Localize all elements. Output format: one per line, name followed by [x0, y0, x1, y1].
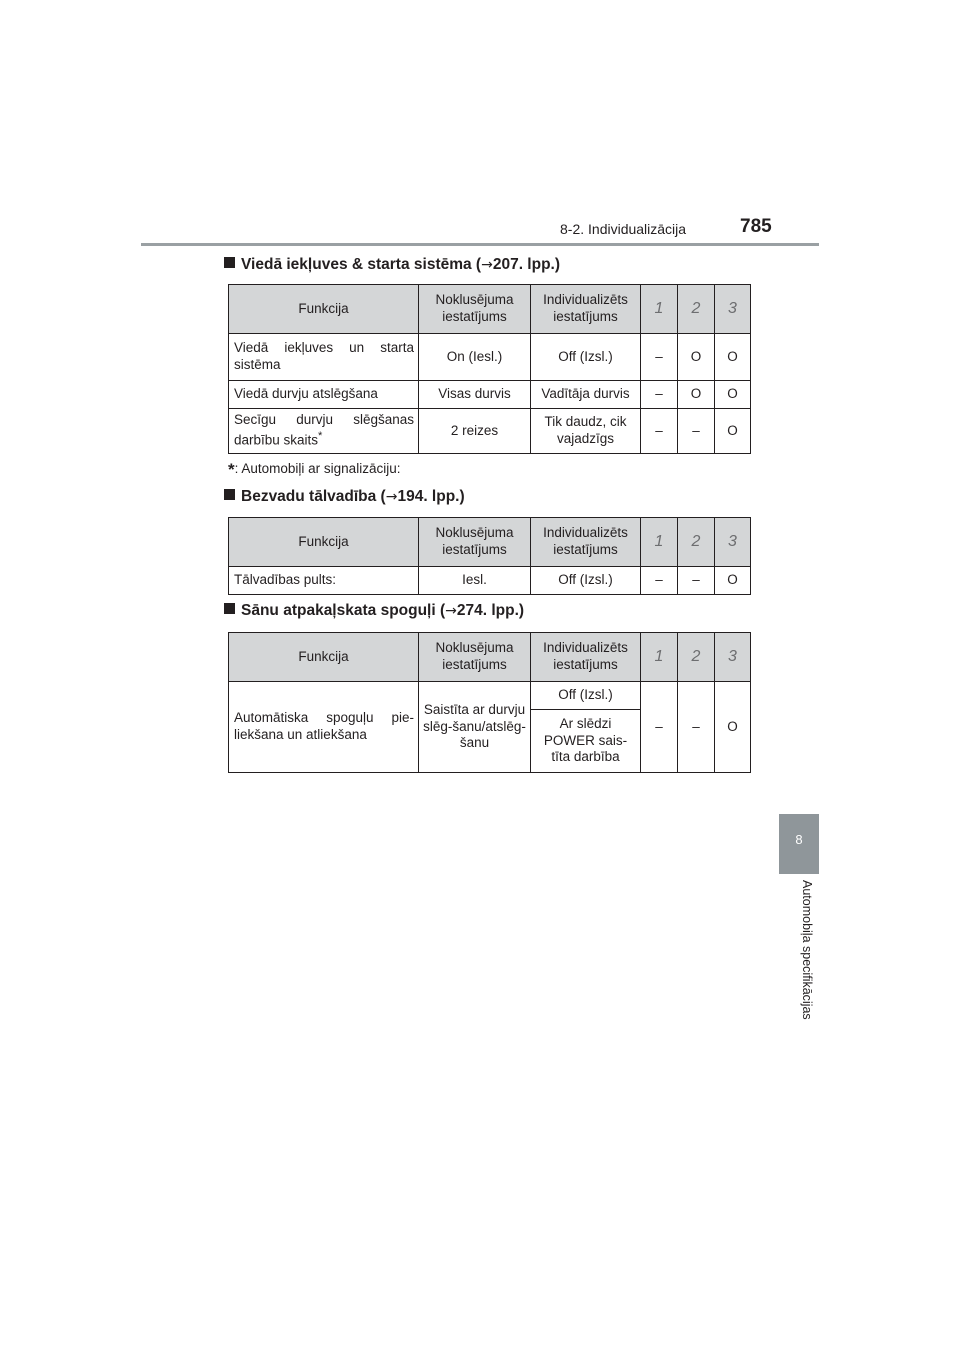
method-1-cell: –	[641, 567, 678, 595]
page-reference: 207. lpp.)	[492, 256, 561, 273]
method-3-cell: O	[715, 381, 751, 409]
circled-number-icon: 1	[654, 533, 664, 550]
circled-number-icon: 1	[654, 300, 664, 317]
table-row	[229, 682, 751, 710]
col-header-method-1	[641, 633, 678, 682]
function-cell: Viedā durvju atslēgšana	[229, 381, 419, 409]
settings-table-mirrors	[228, 632, 751, 773]
method-1-cell: –	[641, 381, 678, 409]
function-cell: Automātiska spoguļu pie-liekšana un atliekšana	[229, 682, 419, 773]
square-bullet-icon	[224, 603, 235, 614]
page-reference: 194. lpp.)	[397, 488, 465, 505]
method-1-cell: –	[641, 334, 678, 381]
method-2-cell: –	[678, 682, 715, 773]
table-row	[229, 567, 751, 595]
footnote-text: : Automobiļi ar signalizāciju:	[234, 461, 401, 476]
method-1-cell: –	[641, 682, 678, 773]
custom-cell: Ar slēdzi POWER sais-tīta darbība	[531, 710, 641, 773]
col-header-method-1	[641, 518, 678, 567]
col-header-method-2	[678, 633, 715, 682]
method-3-cell: O	[715, 409, 751, 454]
square-bullet-icon	[224, 257, 235, 268]
col-header-default: Noklusējuma iestatījums	[419, 285, 531, 334]
custom-cell: Off (Izsl.)	[531, 334, 641, 381]
method-3-cell: O	[715, 682, 751, 773]
table-row	[229, 409, 751, 454]
circled-number-icon: 2	[691, 648, 701, 665]
arrow-right-icon: →	[385, 489, 398, 505]
custom-cell: Off (Izsl.)	[531, 682, 641, 710]
page-reference: 274. lpp.)	[456, 602, 525, 619]
function-cell: Tālvadības pults:	[229, 567, 419, 595]
col-header-function: Funkcija	[229, 518, 419, 567]
chapter-label: Automobiļa specifikācijas	[800, 880, 814, 1020]
default-cell: 2 reizes	[419, 409, 531, 454]
section-heading-mirrors	[224, 602, 524, 620]
circled-number-icon: 2	[691, 300, 701, 317]
col-header-method-3	[715, 633, 751, 682]
default-cell: On (Iesl.)	[419, 334, 531, 381]
custom-cell: Tik daudz, cik vajadzīgs	[531, 409, 641, 454]
method-1-cell: –	[641, 409, 678, 454]
col-header-function: Funkcija	[229, 285, 419, 334]
table-header-row	[229, 285, 751, 334]
col-header-custom: Individualizēts iestatījums	[531, 285, 641, 334]
section-heading-remote	[224, 488, 465, 506]
function-text: Secīgu durvju slēgšanas darbību skaits	[234, 412, 414, 448]
table-header-row	[229, 633, 751, 682]
custom-cell: Off (Izsl.)	[531, 567, 641, 595]
footnote-star: *	[228, 460, 235, 479]
table-row	[229, 334, 751, 381]
col-header-method-3	[715, 518, 751, 567]
circled-number-icon: 1	[654, 648, 664, 665]
col-header-method-1	[641, 285, 678, 334]
method-2-cell: O	[678, 381, 715, 409]
chapter-tab	[779, 814, 819, 874]
method-3-cell: O	[715, 567, 751, 595]
col-header-default: Noklusējuma iestatījums	[419, 518, 531, 567]
chapter-number: 8	[795, 832, 803, 847]
circled-number-icon: 3	[728, 648, 737, 665]
custom-cell: Vadītāja durvis	[531, 381, 641, 409]
col-header-default: Noklusējuma iestatījums	[419, 633, 531, 682]
circled-number-icon: 3	[728, 533, 737, 550]
default-cell: Visas durvis	[419, 381, 531, 409]
section-title: 8-2. Individualizācija	[560, 221, 687, 237]
col-header-method-2	[678, 518, 715, 567]
circled-number-icon: 3	[728, 300, 737, 317]
settings-table-smart-entry	[228, 284, 751, 454]
square-bullet-icon	[224, 489, 235, 500]
method-2-cell: –	[678, 409, 715, 454]
default-cell: Saistīta ar durvju slēg-šanu/atslēg-šanu	[419, 682, 531, 773]
footnote-marker: *	[318, 430, 323, 443]
arrow-right-icon: →	[481, 257, 493, 273]
method-2-cell: –	[678, 567, 715, 595]
method-2-cell: O	[678, 334, 715, 381]
footnote	[228, 460, 400, 480]
default-cell: Iesl.	[419, 567, 531, 595]
table-header-row	[229, 518, 751, 567]
heading-text: Sānu atpakaļskata spoguļi (	[241, 602, 446, 619]
page-number: 785	[740, 216, 772, 237]
function-cell: Viedā iekļuves un starta sistēma	[229, 334, 419, 381]
heading-text: Bezvadu tālvadība (	[241, 488, 386, 505]
col-header-custom: Individualizēts iestatījums	[531, 633, 641, 682]
circled-number-icon: 2	[691, 533, 701, 550]
settings-table-remote	[228, 517, 751, 595]
table-row	[229, 381, 751, 409]
function-cell	[229, 409, 419, 454]
arrow-right-icon: →	[445, 603, 457, 619]
col-header-method-3	[715, 285, 751, 334]
col-header-custom: Individualizēts iestatījums	[531, 518, 641, 567]
col-header-function: Funkcija	[229, 633, 419, 682]
heading-text: Viedā iekļuves & starta sistēma (	[241, 256, 482, 273]
header-divider	[141, 243, 819, 246]
method-3-cell: O	[715, 334, 751, 381]
col-header-method-2	[678, 285, 715, 334]
section-heading-smart-entry	[224, 256, 560, 274]
